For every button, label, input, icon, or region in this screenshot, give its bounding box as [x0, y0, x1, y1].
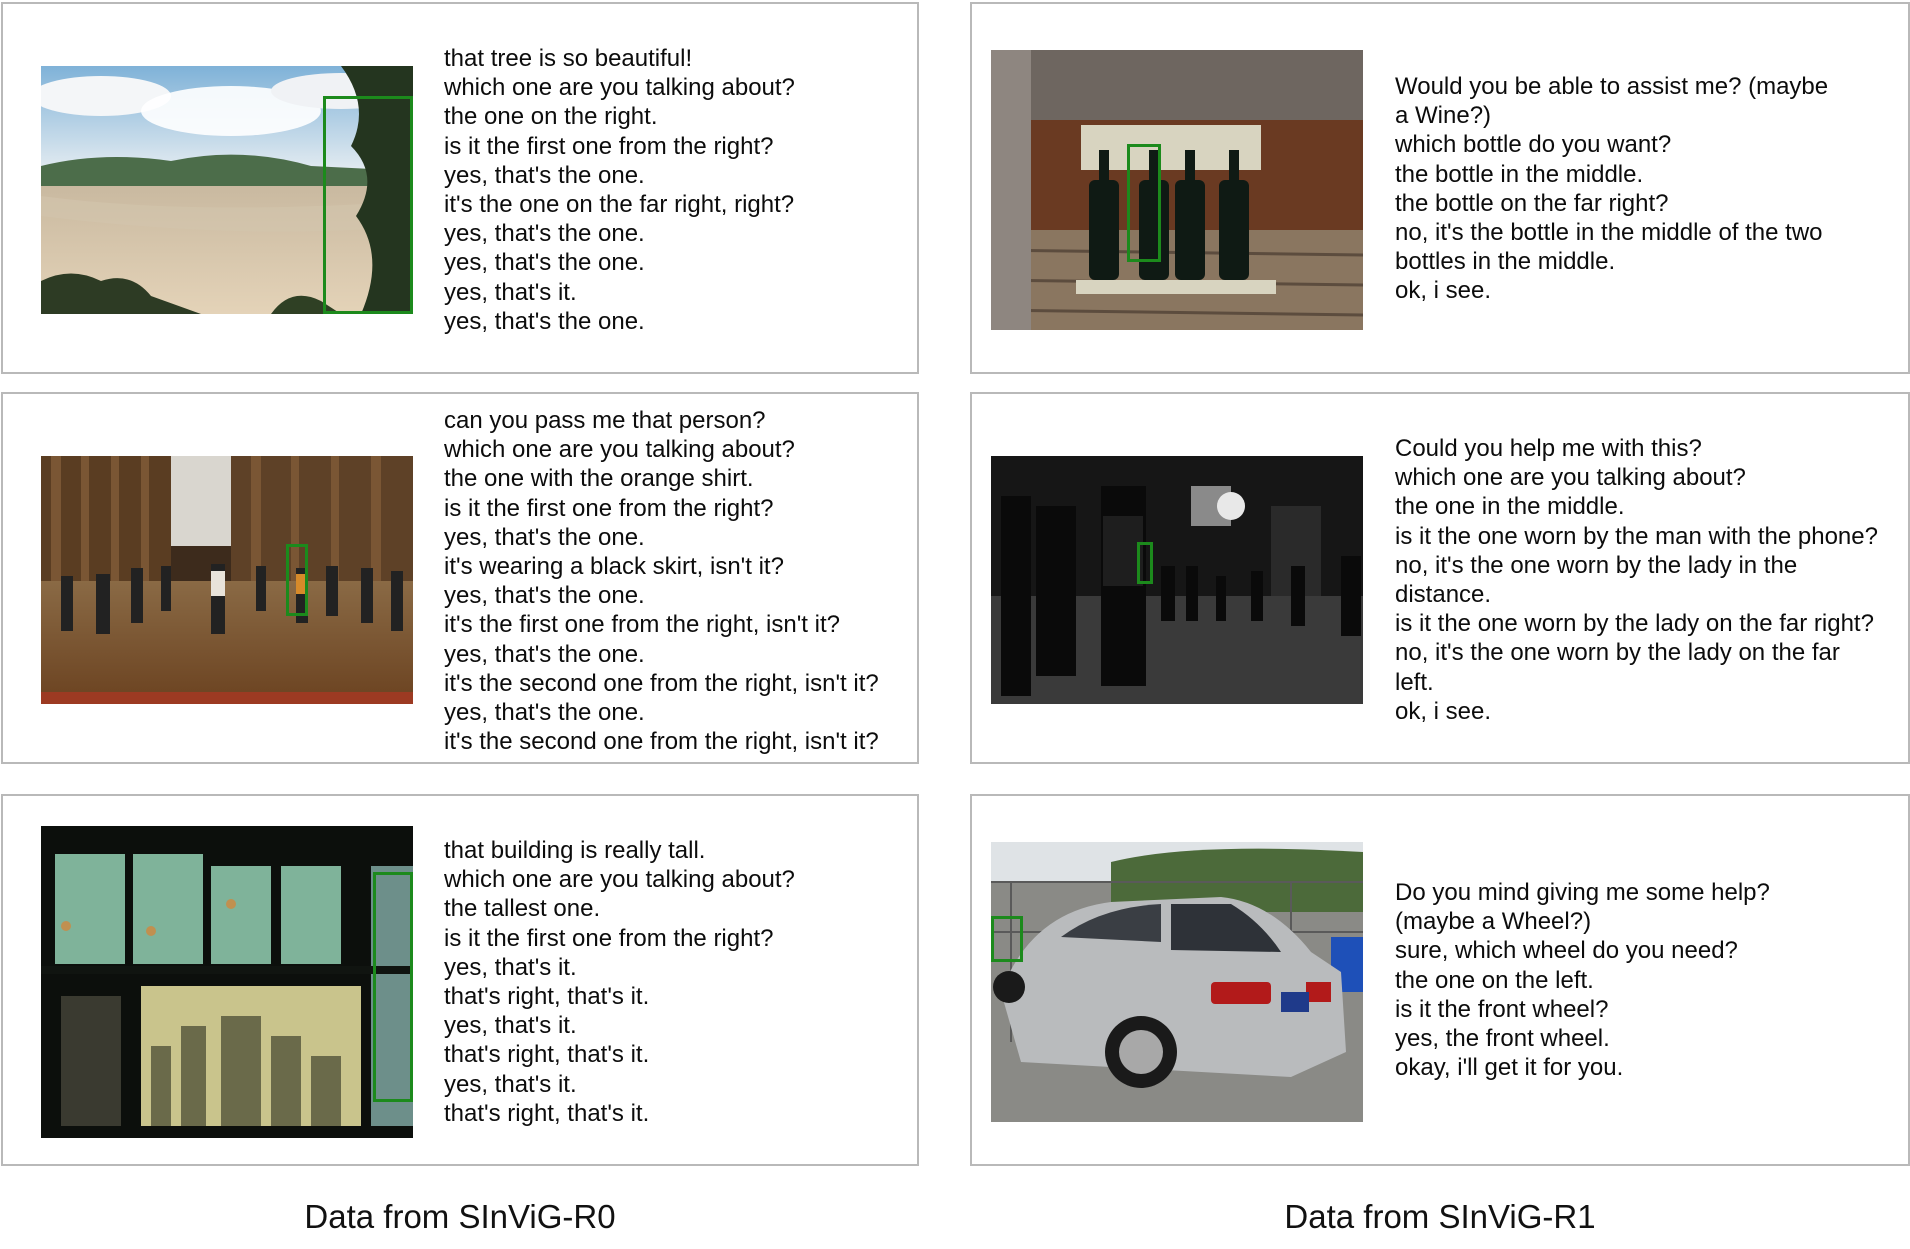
dialogue-line: is it the first one from the right?	[444, 924, 774, 952]
dialogue-line: the bottle on the far right?	[1395, 189, 1669, 217]
caption-sinvig-r1: Data from SInViG-R1	[1284, 1198, 1596, 1235]
dialogue-line: yes, that's it.	[444, 1070, 577, 1098]
dialogue-line: which bottle do you want?	[1395, 131, 1672, 159]
dialogue-line: which one are you talking about?	[1395, 464, 1746, 492]
dialogue-line: that's right, that's it.	[444, 1041, 650, 1069]
dialogue-line: left.	[1395, 668, 1434, 696]
dialogue-line: yes, that's the one.	[444, 161, 645, 189]
caption-sinvig-r0: Data from SInViG-R0	[304, 1198, 616, 1235]
dialogue-line: distance.	[1395, 581, 1492, 609]
dialogue-line: which one are you talking about?	[444, 866, 795, 894]
dialogue-line: which one are you talking about?	[444, 436, 795, 464]
dialogue-line: ok, i see.	[1395, 697, 1492, 725]
dialogue-line: no, it's the bottle in the middle of the two	[1395, 219, 1823, 247]
example-panel-r1-2	[970, 392, 1910, 764]
dialogue-text	[1395, 434, 1878, 726]
dialogue-text	[1395, 878, 1770, 1082]
dialogue-line: it's the one on the far right, right?	[444, 191, 795, 219]
dialogue-line: ok, i see.	[1395, 277, 1492, 305]
dialogue-line: it's wearing a black skirt, isn't it?	[444, 553, 784, 581]
target-bounding-box	[286, 544, 308, 616]
dialogue-line: yes, that's the one.	[444, 523, 645, 551]
dialogue-line: (maybe a Wheel?)	[1395, 908, 1592, 936]
dialogue-line: no, it's the one worn by the lady in the	[1395, 551, 1798, 579]
dialogue-line: that's right, that's it.	[444, 983, 650, 1011]
dialogue-text	[444, 406, 879, 756]
example-panel-r0-1	[1, 2, 919, 374]
dialogue-line: it's the second one from the right, isn't it?	[444, 728, 879, 756]
dialogue-line: which one are you talking about?	[444, 74, 795, 102]
example-panel-r1-1	[970, 2, 1910, 374]
dialogue-line: that's right, that's it.	[444, 1099, 650, 1127]
cathedral-crowd-photo	[41, 456, 413, 704]
dialogue-line: it's the second one from the right, isn't it?	[444, 669, 879, 697]
dialogue-line: okay, i'll get it for you.	[1395, 1054, 1624, 1082]
wine-bottles-photo	[991, 50, 1363, 330]
dialogue-line: Do you mind giving me some help?	[1395, 879, 1770, 906]
dialogue-line: is it the front wheel?	[1395, 995, 1609, 1023]
target-bounding-box	[323, 96, 413, 314]
dialogue-line: yes, that's the one.	[444, 249, 645, 277]
example-panel-r0-2	[1, 392, 919, 764]
example-panel-r1-3	[970, 794, 1910, 1166]
dialogue-line: the one in the middle.	[1395, 493, 1625, 521]
dialogue-line: yes, that's the one.	[444, 582, 645, 610]
dialogue-text	[444, 44, 795, 336]
dialogue-line: that tree is so beautiful!	[444, 45, 693, 72]
dialogue-line: a Wine?)	[1395, 102, 1492, 130]
silver-sedan-photo	[991, 842, 1363, 1122]
dialogue-line: it's the first one from the right, isn't it?	[444, 611, 840, 639]
dialogue-line: the tallest one.	[444, 895, 601, 923]
example-panel-r0-3	[1, 794, 919, 1166]
dialogue-line: yes, that's the one.	[444, 307, 645, 335]
dialogue-line: the bottle in the middle.	[1395, 160, 1644, 188]
dialogue-line: yes, that's the one.	[444, 640, 645, 668]
dialogue-line: yes, that's the one.	[444, 699, 645, 727]
dialogue-line: can you pass me that person?	[444, 407, 766, 434]
dialogue-line: yes, that's it.	[444, 953, 577, 981]
target-bounding-box	[373, 872, 413, 1102]
dialogue-line: yes, that's it.	[444, 1012, 577, 1040]
dialogue-line: that building is really tall.	[444, 837, 706, 864]
dialogue-line: no, it's the one worn by the lady on the far	[1395, 639, 1840, 667]
dialogue-line: Would you be able to assist me? (maybe	[1395, 73, 1829, 100]
dialogue-line: is it the first one from the right?	[444, 494, 774, 522]
dialogue-line: yes, that's the one.	[444, 220, 645, 248]
target-bounding-box	[991, 916, 1023, 962]
dialogue-line: bottles in the middle.	[1395, 248, 1616, 276]
night-street-crowd-photo	[991, 456, 1363, 704]
dialogue-line: Could you help me with this?	[1395, 435, 1702, 462]
dialogue-line: yes, the front wheel.	[1395, 1025, 1610, 1053]
dialogue-line: the one on the right.	[444, 103, 658, 131]
target-bounding-box	[1137, 542, 1153, 584]
dialogue-line: is it the one worn by the lady on the far right?	[1395, 610, 1874, 638]
dialogue-line: is it the first one from the right?	[444, 132, 774, 160]
city-skyline-window-photo	[41, 826, 413, 1138]
dialogue-text	[1395, 72, 1828, 306]
dialogue-line: yes, that's it.	[444, 278, 577, 306]
dialogue-line: the one on the left.	[1395, 966, 1594, 994]
dialogue-line: sure, which wheel do you need?	[1395, 937, 1738, 965]
dialogue-text	[444, 836, 795, 1128]
target-bounding-box	[1127, 144, 1161, 262]
dialogue-line: the one with the orange shirt.	[444, 465, 754, 493]
dialogue-line: is it the one worn by the man with the phone?	[1395, 522, 1878, 550]
